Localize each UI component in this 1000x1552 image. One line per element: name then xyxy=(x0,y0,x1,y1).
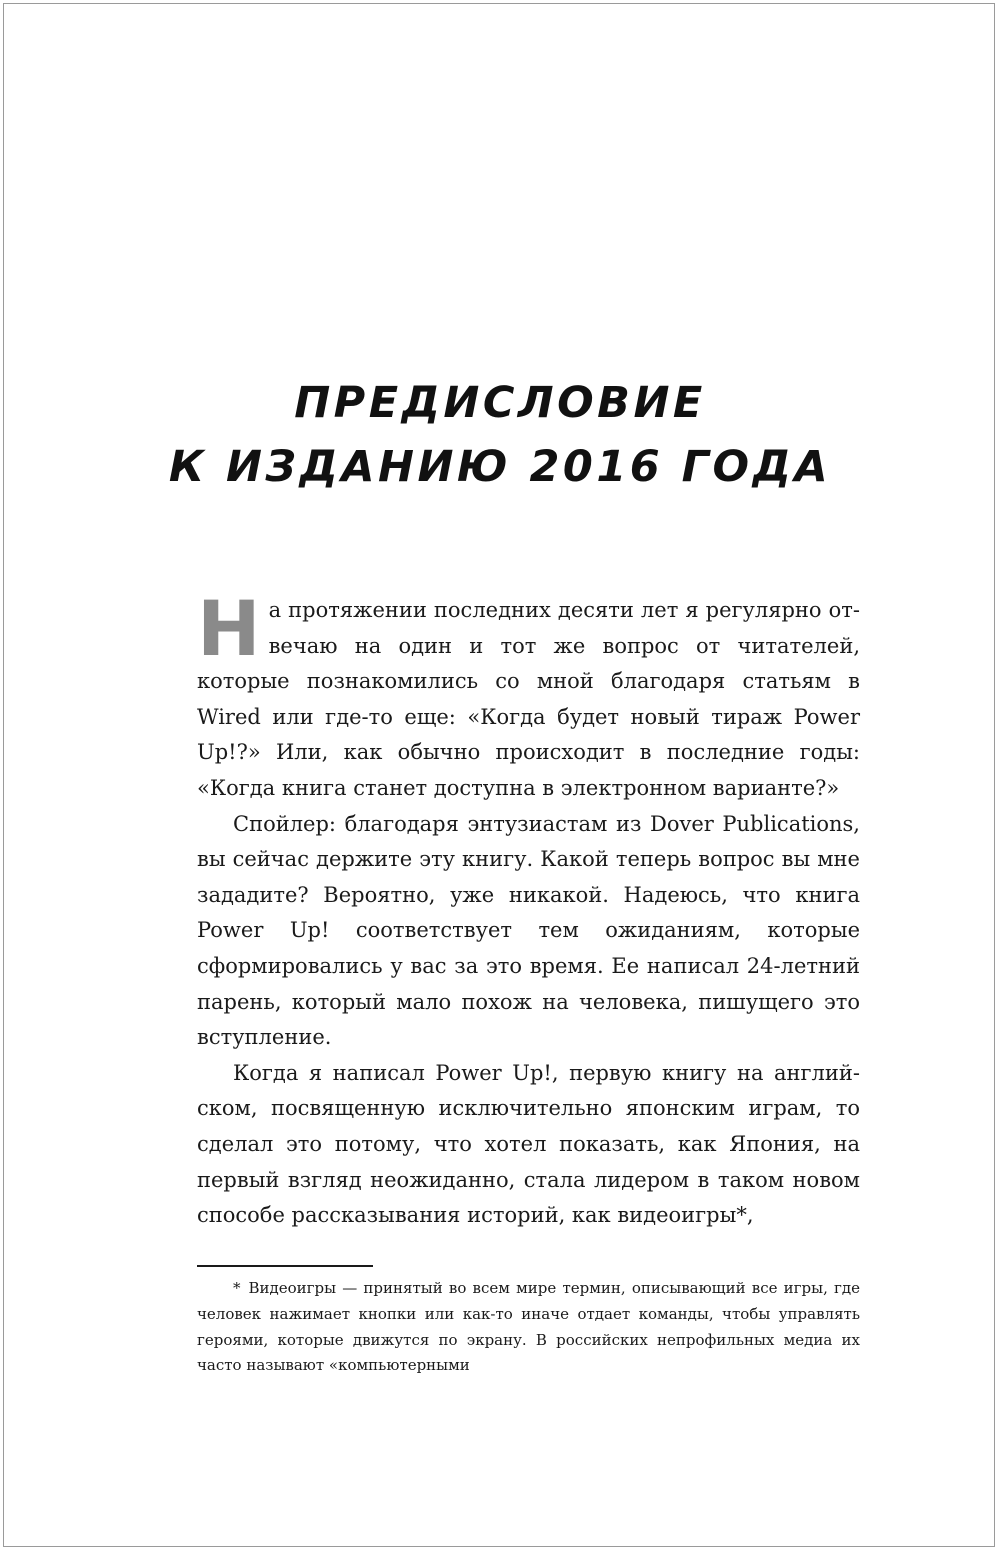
footnote-text: Видеоигры — принятый во всем мире термин, описывающий все игры, где человек нажимает кнопки или как-то иначе отдает команды, чтобы управлять героями, которые движутся по экрану. В российских непрофильных медиа их часто называют «компьютерными xyxy=(197,1279,860,1375)
chapter-title-line-2: К ИЗДАНИЮ 2016 ГОДА xyxy=(168,442,832,492)
body-text xyxy=(197,584,860,1234)
footnote-mark: * xyxy=(233,1279,241,1297)
footnote-divider xyxy=(197,1265,373,1267)
paragraph-1-text: а протяжении последних десяти лет я регулярно отвечаю на один и тот же вопрос от читателей, которые познакомились со мной благодаря статьям в Wired или где-то еще: «Когда будет новый тираж Power Up!?» Или, как обычно происходит в последние годы: «Когда книга станет доступна в электронном варианте?» xyxy=(197,598,860,800)
paragraph-3: Когда я написал Power Up!, первую книгу на английском, посвященную исключительно японским играм, то сделал это потому, что хотел показать, как Япония, на первый взгляд неожиданно, стала лидером в таком новом способе рассказывания историй, как видеоигры*, xyxy=(197,1060,860,1228)
footnote xyxy=(197,1276,860,1379)
paragraph-2: Спойлер: благодаря энтузиастам из Dover Publications, вы сейчас держите эту книгу. Какой теперь вопрос вы мне зададите? Вероятно, уже никакой. Надеюсь, что книга Power Up! соответствует тем ожиданиям, которые сформировались у вас за это время. Ее написал 24-летний парень, который мало похож на человека, пишущего это вступление. xyxy=(197,811,860,1050)
chapter-title-line-1: ПРЕДИСЛОВИЕ xyxy=(294,378,706,428)
paragraph-1 xyxy=(197,584,860,807)
drop-cap: Н xyxy=(197,584,261,673)
